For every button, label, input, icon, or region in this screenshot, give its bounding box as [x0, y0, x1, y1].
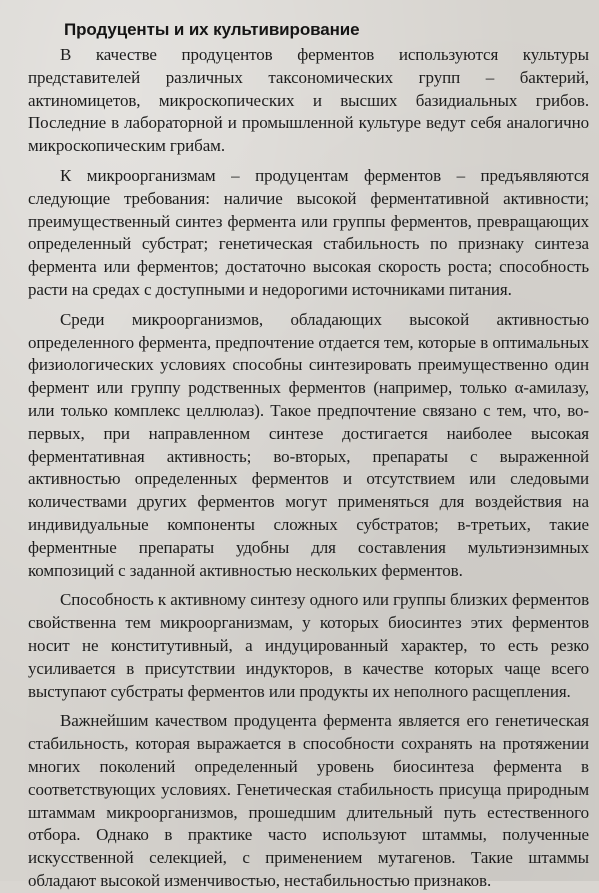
paragraph-inducible-synthesis: Способность к активному синтезу одного или группы близких ферментов свойственна тем микроорганизмам, у которых биосинтез этих ферментов носит не конститутивный, а индуцированный характер, то есть резко усиливается в присутствии индукторов, в качестве которых чаще всего выступают субстраты ферментов или продукты их неполного расщепления.	[28, 590, 589, 701]
document-text	[28, 18, 589, 893]
paragraph-preference: Среди микроорганизмов, обладающих высокой активностью определенного фермента, предпочтение отдается тем, которые в оптимальных физиологических условиях способны синтезировать преимущественно один фермент или группу родственных ферментов (например, только α-амилазу, или только комплекс целлюлаз). Такое предпочтение связано с тем, что, во-первых, при направленном синтезе достигается наиболее высокая ферментативная активность; во-вторых, препараты с выраженной активностью определенных ферментов и отсутствием или следовыми количествами других ферментов могут применяться для воздействия на индивидуальные компоненты сложных субстратов; в-третьих, такие ферментные препараты удобны для составления мультиэнзимных композиций с заданной активностью нескольких ферментов.	[28, 309, 589, 580]
paragraph-requirements: К микроорганизмам – продуцентам ферментов – предъявляются следующие требования: наличие высокой ферментативной активности; преимущественный синтез фермента или группы ферментов, превращающих определенный субстрат; генетическая стабильность по признаку синтеза фермента или ферментов; достаточно высокая скорость роста; способность расти на средах с доступными и недорогими источниками питания.	[28, 165, 589, 299]
section-heading: Продуценты и их культивирование	[64, 20, 360, 39]
paragraph-genetic-stability: Важнейшим качеством продуцента фермента является его генетическая стабильность, которая выражается в способности сохранять на протяжении многих поколений определенный уровень биосинтеза фермента в соответствующих условиях. Генетическая стабильность присуща природным штаммам микроорганизмов, прошедшим длительный путь естественного отбора. Однако в практике часто используют штаммы, полученные искусственной селекцией, с применением мутагенов. Такие штаммы обладают высокой изменчивостью, нестабильностью признаков.	[28, 711, 589, 890]
paragraph-producers-intro: В качестве продуцентов ферментов используются культуры представителей различных таксономических групп – бактерий, актиномицетов, микроскопических и высших базидиальных грибов. Последние в лабораторной и промышленной культуре ведут себя аналогично микроскопическим грибам.	[28, 45, 589, 156]
